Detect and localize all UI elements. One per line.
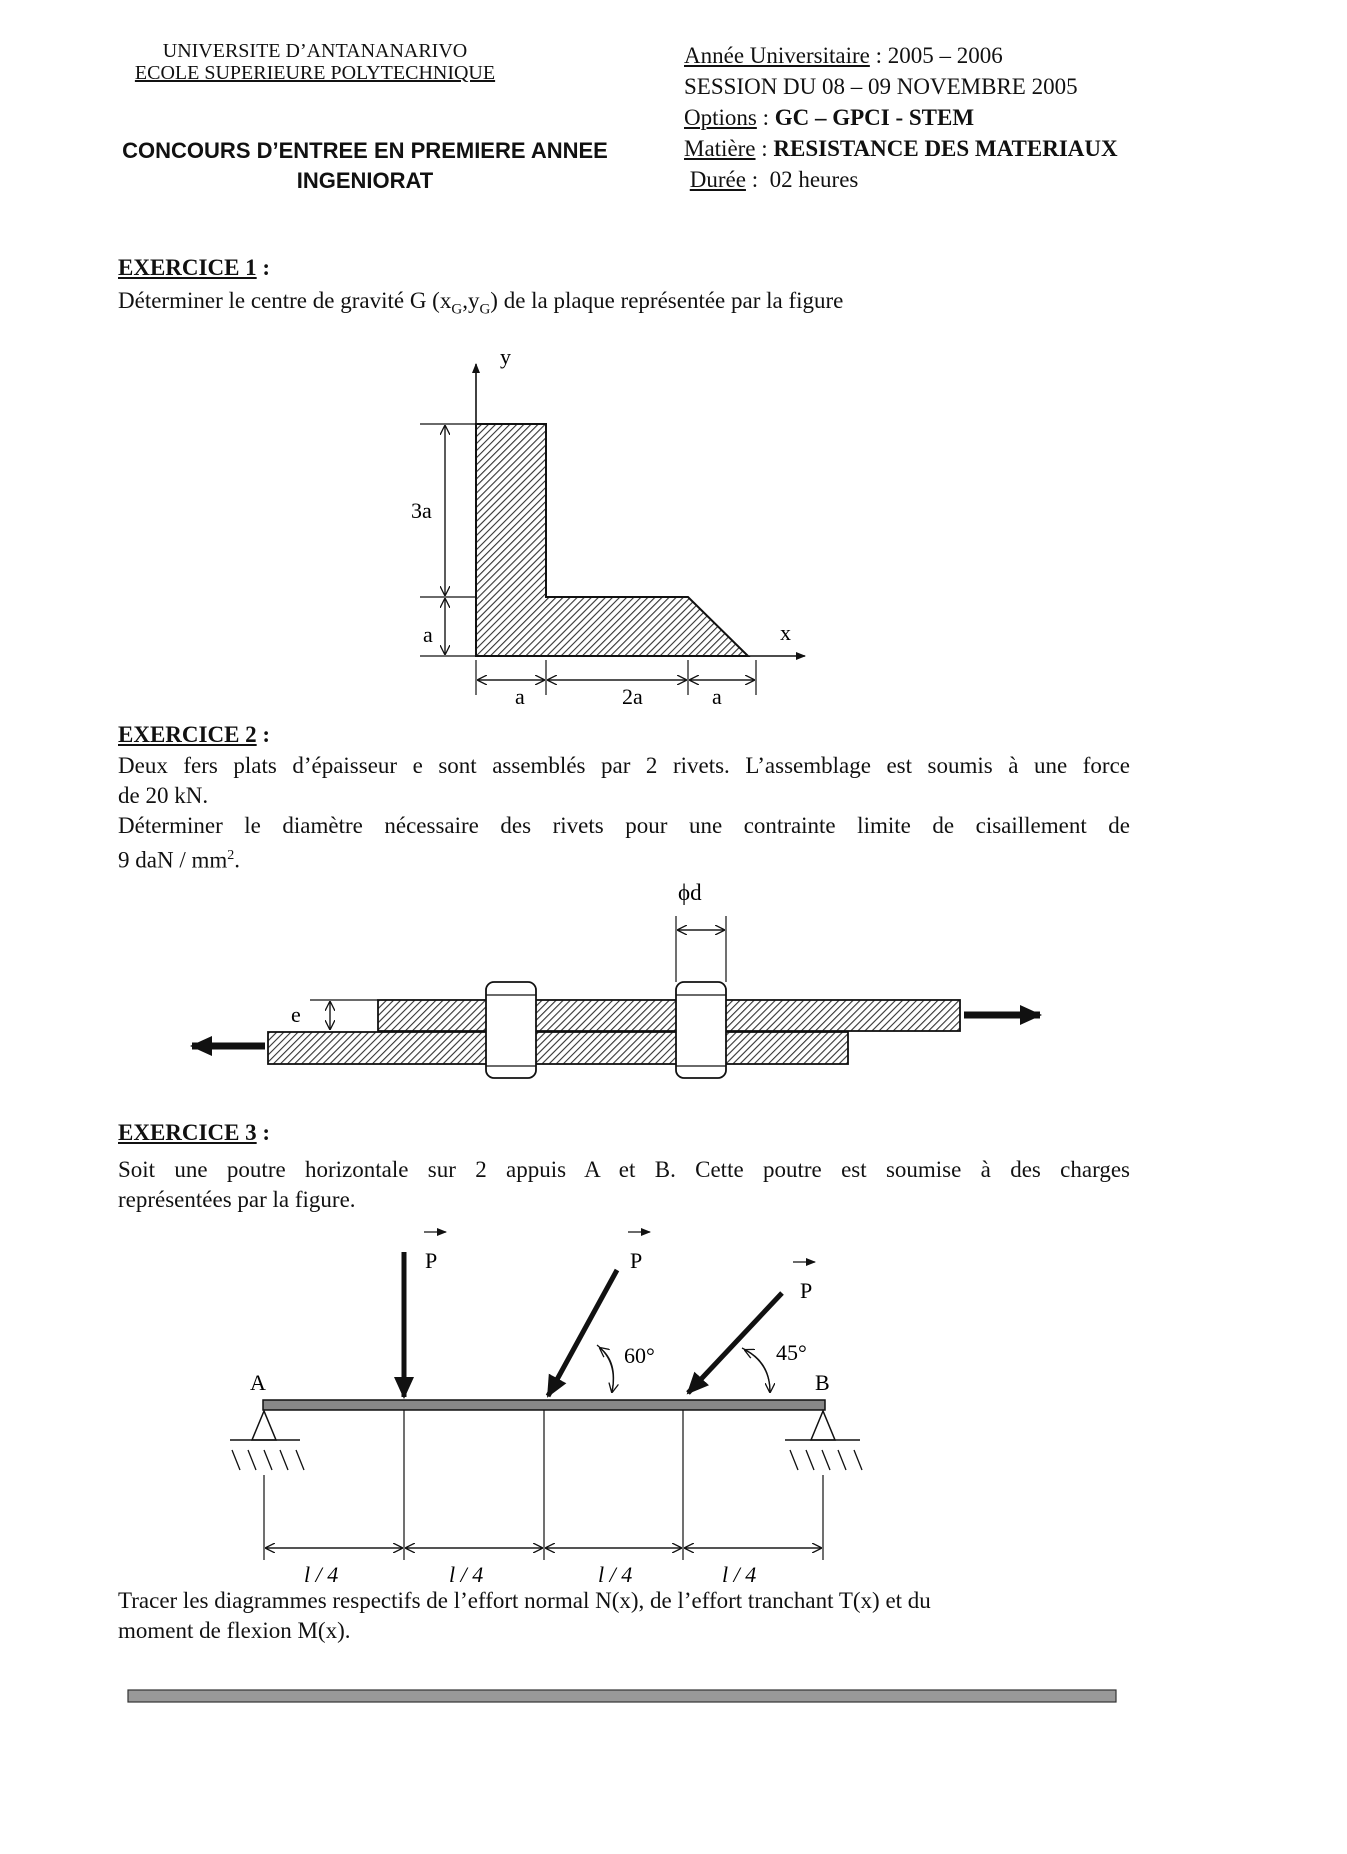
school-name: ECOLE SUPERIEURE POLYTECHNIQUE <box>134 62 496 84</box>
upper-flat-bar <box>378 1000 960 1031</box>
ex3-line3: Tracer les diagrammes respectifs de l’effort normal N(x), de l’effort tranchant T(x) et du <box>118 1588 931 1613</box>
subject-value: RESISTANCE DES MATERIAUX <box>773 136 1118 161</box>
exam-title-line2: INGENIORAT <box>296 168 434 193</box>
footer-bar <box>128 1690 1116 1702</box>
options: Options : GC – GPCI - STEM <box>684 105 975 130</box>
ex2-line4 <box>118 841 1130 876</box>
ex2-line2: de 20 kN. <box>118 783 209 808</box>
subject: Matière : RESISTANCE DES MATERIAUX <box>684 136 1118 161</box>
duration-value: 02 heures <box>769 167 859 192</box>
ex3-line2: représentées par la figure. <box>118 1187 356 1212</box>
exercice3-title-text: EXERCICE 3 <box>118 1120 257 1145</box>
subject-label: Matière <box>684 136 756 161</box>
support-a <box>252 1411 276 1440</box>
exercice2-title-text: EXERCICE 2 <box>118 722 257 747</box>
exercice1-title-text: EXERCICE 1 <box>118 255 257 280</box>
load-arrow-60deg <box>548 1270 617 1396</box>
dim-a-right-label: a <box>712 684 722 709</box>
exercice2-statement <box>118 751 1130 876</box>
options-label: Options <box>684 105 757 130</box>
exercice3-task <box>118 1586 931 1646</box>
angle-45-label: 45° <box>776 1340 807 1365</box>
span-label-1: l / 4 <box>304 1562 339 1587</box>
ex3-line4: moment de flexion M(x). <box>118 1618 351 1643</box>
span-label-2: l / 4 <box>449 1562 484 1587</box>
span-label-4: l / 4 <box>722 1562 757 1587</box>
load-2-label: P <box>630 1248 643 1273</box>
ex2-line3: Déterminer le diamètre nécessaire des rivets pour une contrainte limite de cisaillement de <box>118 813 1130 838</box>
angle-60-label: 60° <box>624 1343 655 1368</box>
rivet-figure <box>192 880 1040 1078</box>
support-b-label: B <box>815 1370 830 1395</box>
thickness-label: e <box>291 1002 301 1027</box>
ex1-mid: ,y <box>462 288 480 313</box>
l-plate-shape <box>476 424 748 656</box>
duration: Durée : 02 heures <box>689 167 859 192</box>
exercice3-title: EXERCICE 3 : <box>118 1120 271 1145</box>
ex3-line1: Soit une poutre horizontale sur 2 appuis A et B. Cette poutre est soumise à des charges <box>118 1157 1130 1182</box>
university-name: UNIVERSITE D’ANTANANARIVO <box>162 40 468 62</box>
beam-figure <box>230 1232 862 1587</box>
ex2-line4-pre: 9 daN / mm <box>118 847 228 873</box>
exam-title-line1: CONCOURS D’ENTREE EN PREMIERE ANNEE <box>122 138 608 163</box>
ex1-text-before: Déterminer le centre de gravité G (x <box>118 288 452 313</box>
ex2-line4-post: . <box>234 847 240 873</box>
load-1-label: P <box>425 1248 438 1273</box>
dim-a-vertical-label: a <box>423 622 433 647</box>
rivet-2 <box>676 982 726 1078</box>
duration-label: Durée <box>689 167 746 192</box>
exercice3-statement <box>118 1155 1130 1215</box>
support-b <box>811 1411 835 1440</box>
diameter-label: ϕd <box>678 880 702 905</box>
exercice1-title: EXERCICE 1 : <box>118 255 271 280</box>
ex1-sub1: G <box>451 301 463 318</box>
ex2-line1: Deux fers plats d’épaisseur e sont assemblés par 2 rivets. L’assemblage est soumis à une force <box>118 753 1130 778</box>
ex1-sub2: G <box>479 301 491 318</box>
plate-figure <box>411 344 805 709</box>
academic-year-label: Année Universitaire <box>684 43 870 68</box>
beam <box>263 1400 825 1410</box>
options-value: GC – GPCI - STEM <box>774 105 975 130</box>
dim-2a-label: 2a <box>622 684 643 709</box>
load-3-label: P <box>800 1278 813 1303</box>
dim-3a-label: 3a <box>411 498 432 523</box>
ex2-line4-sup: 2 <box>227 848 235 863</box>
span-label-3: l / 4 <box>598 1562 633 1587</box>
axis-x-label: x <box>780 620 791 645</box>
dim-a-left-label: a <box>515 684 525 709</box>
academic-year-value: : 2005 – 2006 <box>869 43 1003 68</box>
exercice2-title: EXERCICE 2 : <box>118 722 271 747</box>
rivet-1 <box>486 982 536 1078</box>
axis-y-label: y <box>500 344 511 369</box>
support-a-label: A <box>250 1370 266 1395</box>
lower-flat-bar <box>268 1032 848 1064</box>
session-date: SESSION DU 08 – 09 NOVEMBRE 2005 <box>684 74 1078 99</box>
ex1-text-after: ) de la plaque représentée par la figure <box>490 288 844 313</box>
